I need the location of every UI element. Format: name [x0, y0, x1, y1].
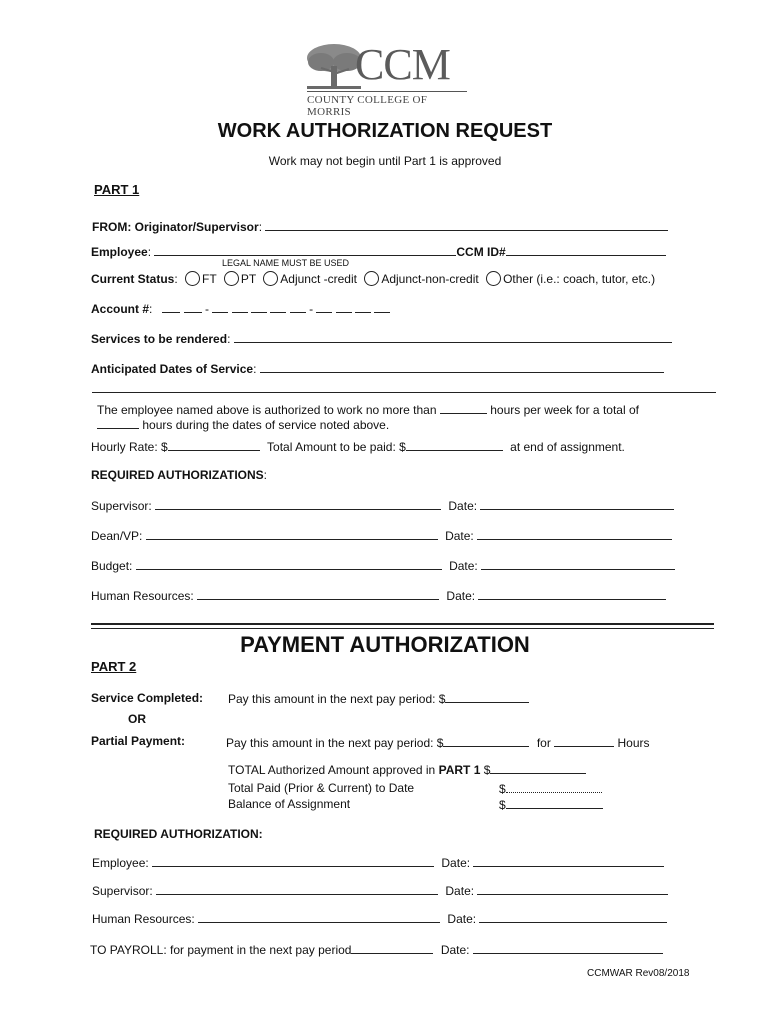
account-digit[interactable]	[316, 301, 332, 313]
total-paid-field[interactable]	[506, 781, 602, 793]
services-row: Services to be rendered:	[91, 331, 672, 346]
status-pt-radio[interactable]	[224, 271, 239, 286]
total-authorized-label: TOTAL Authorized Amount approved in	[228, 763, 436, 777]
total-authorized-row	[228, 762, 586, 777]
employee-row: Employee: CCM ID#	[91, 244, 666, 259]
legal-name-note: LEGAL NAME MUST BE USED	[222, 258, 350, 268]
employee-sign-label: Employee:	[92, 856, 149, 870]
total-paid-value-row	[499, 781, 602, 796]
from-row: FROM: Originator/Supervisor:	[92, 219, 668, 234]
hours-per-week-field[interactable]	[440, 402, 487, 414]
total-authorized-field[interactable]	[490, 762, 586, 774]
partial-amount-field[interactable]	[443, 735, 529, 747]
from-field[interactable]	[265, 219, 668, 231]
ccm-id-field[interactable]	[506, 244, 666, 256]
budget-label: Budget:	[91, 559, 133, 573]
payroll-label: TO PAYROLL: for payment in the next pay period	[90, 943, 352, 957]
status-ft-radio[interactable]	[185, 271, 200, 286]
supervisor-sign-label: Supervisor:	[92, 884, 153, 898]
account-digit[interactable]	[212, 301, 228, 313]
part1-heading: PART 1	[94, 182, 140, 197]
service-completed-amount-field[interactable]	[445, 691, 529, 703]
partial-payment-label: Partial Payment:	[91, 734, 186, 748]
balance-field[interactable]	[506, 797, 603, 809]
for-label: for	[536, 736, 551, 750]
dollar-sign: $	[499, 782, 506, 796]
auth-line1	[97, 402, 639, 417]
college-logo	[305, 40, 470, 118]
partial-payment-row	[226, 735, 650, 750]
date-label: Date:	[446, 589, 476, 603]
service-completed-row	[228, 691, 529, 706]
payroll-row	[90, 942, 663, 957]
dollar-sign: $	[499, 798, 506, 812]
hr-sign-field-2[interactable]	[198, 911, 440, 923]
supervisor-label: Supervisor:	[91, 499, 152, 513]
part2-heading: PART 2	[91, 659, 137, 674]
hr-label: Human Resources:	[91, 589, 194, 603]
account-digit[interactable]	[184, 301, 202, 313]
dates-row: Anticipated Dates of Service:	[91, 361, 664, 376]
service-completed-label: Service Completed:	[91, 691, 204, 705]
services-label: Services to be rendered	[91, 332, 228, 346]
auth-line1-text: The employee named above is authorized to work no more than	[97, 403, 437, 417]
date-label: Date:	[448, 499, 478, 513]
payroll-field[interactable]	[351, 942, 433, 954]
ccm-id-label: CCM ID#	[456, 245, 506, 259]
logo-subtitle: COUNTY COLLEGE OF MORRIS	[307, 94, 428, 118]
total-authorized-part: PART 1	[438, 763, 481, 777]
hr-sign-row	[91, 588, 666, 603]
supervisor-date-field[interactable]	[480, 498, 674, 510]
employee-field[interactable]	[154, 244, 456, 256]
hr-sign-label: Human Resources:	[92, 912, 195, 926]
auth-line1-text-b: hours per week for a total of	[490, 403, 639, 417]
budget-sign-row	[91, 558, 675, 573]
account-digit[interactable]	[374, 301, 390, 313]
account-digit[interactable]	[232, 301, 248, 313]
payroll-date-field[interactable]	[473, 942, 663, 954]
account-digit[interactable]	[162, 301, 180, 313]
date-label: Date:	[445, 884, 475, 898]
status-adjunct-credit-radio[interactable]	[263, 271, 278, 286]
status-adjunct-noncredit-label: Adjunct-non-credit	[381, 272, 479, 286]
total-hours-field[interactable]	[97, 417, 139, 429]
status-other-label: Other (i.e.: coach, tutor, etc.)	[503, 272, 656, 286]
account-digit[interactable]	[336, 301, 352, 313]
dates-label: Anticipated Dates of Service	[91, 362, 254, 376]
supervisor-sign-row	[91, 498, 674, 513]
required-auth-heading: REQUIRED AUTHORIZATIONS	[91, 468, 264, 482]
or-label: OR	[128, 712, 146, 726]
dean-sign-row	[91, 528, 672, 543]
total-amount-field[interactable]	[406, 439, 503, 451]
employee-sign-row	[92, 855, 664, 870]
service-completed-text: Pay this amount in the next pay period: $	[228, 692, 446, 706]
date-label: Date:	[447, 912, 477, 926]
partial-hours-field[interactable]	[554, 735, 614, 747]
status-adjunct-noncredit-radio[interactable]	[364, 271, 379, 286]
status-other-radio[interactable]	[486, 271, 501, 286]
balance-value-row	[499, 797, 603, 812]
section-divider-top	[91, 623, 714, 625]
supervisor-date-field-2[interactable]	[477, 883, 668, 895]
dollar-sign: $	[483, 763, 491, 777]
employee-label: Employee	[91, 245, 148, 259]
services-field[interactable]	[234, 331, 672, 343]
payment-title: PAYMENT AUTHORIZATION	[240, 632, 530, 657]
footer-code: CCMWAR Rev08/2018	[587, 968, 690, 979]
date-label: Date:	[445, 529, 474, 543]
status-adjunct-credit-label: Adjunct -credit	[280, 272, 357, 286]
supervisor-sign-field[interactable]	[155, 498, 441, 510]
form-subtitle: Work may not begin until Part 1 is approved	[268, 154, 502, 168]
date-label: Date:	[441, 856, 471, 870]
divider	[92, 392, 716, 393]
dean-label: Dean/VP:	[91, 529, 143, 543]
hourly-rate-label: Hourly Rate: $	[91, 440, 168, 454]
total-amount-label: Total Amount to be paid: $	[267, 440, 406, 454]
dates-field[interactable]	[260, 361, 664, 373]
account-row: Account #: - -	[91, 301, 390, 316]
status-pt-label: PT	[240, 272, 256, 286]
rate-row	[91, 439, 625, 454]
end-of-assignment-label: at end of assignment.	[510, 440, 625, 454]
date-label: Date:	[449, 559, 478, 573]
account-digit[interactable]	[290, 301, 306, 313]
hr-sign-field[interactable]	[197, 588, 439, 600]
required-auth-heading-2: REQUIRED AUTHORIZATION:	[94, 827, 263, 841]
employee-date-field[interactable]	[473, 855, 664, 867]
employee-sign-field[interactable]	[152, 855, 434, 867]
total-paid-label: Total Paid (Prior & Current) to Date	[228, 781, 415, 795]
section-divider-bottom	[91, 628, 714, 629]
budget-sign-field[interactable]	[136, 558, 442, 570]
hr-date-field[interactable]	[478, 588, 666, 600]
partial-payment-text: Pay this amount in the next pay period: $	[226, 736, 444, 750]
hr-date-field-2[interactable]	[479, 911, 667, 923]
account-label: Account #	[91, 302, 150, 316]
required-auth-heading-row: REQUIRED AUTHORIZATIONS:	[91, 468, 268, 482]
dean-date-field[interactable]	[477, 528, 672, 540]
hourly-rate-field[interactable]	[168, 439, 260, 451]
logo-mark: CCM	[355, 40, 450, 89]
account-digit[interactable]	[270, 301, 286, 313]
hr-sign-row-2	[92, 911, 667, 926]
status-row: Current Status: FT PT Adjunct -credit Adjunct-non-credit Other (i.e.: coach, tutor, etc.)	[91, 272, 656, 286]
logo-rule	[307, 91, 467, 92]
status-ft-label: FT	[202, 272, 217, 286]
account-digit[interactable]	[251, 301, 267, 313]
date-label: Date:	[440, 943, 470, 957]
dean-sign-field[interactable]	[146, 528, 438, 540]
balance-label: Balance of Assignment	[228, 797, 351, 811]
supervisor-sign-row-2	[92, 883, 668, 898]
budget-date-field[interactable]	[481, 558, 675, 570]
auth-line2	[97, 417, 389, 432]
from-label: FROM: Originator/Supervisor	[92, 220, 259, 234]
hours-label: Hours	[617, 736, 650, 750]
account-digit[interactable]	[355, 301, 371, 313]
status-label: Current Status	[91, 272, 175, 286]
auth-line2-text: hours during the dates of service noted above.	[142, 418, 390, 432]
form-title: WORK AUTHORIZATION REQUEST	[217, 120, 553, 142]
supervisor-sign-field-2[interactable]	[156, 883, 438, 895]
